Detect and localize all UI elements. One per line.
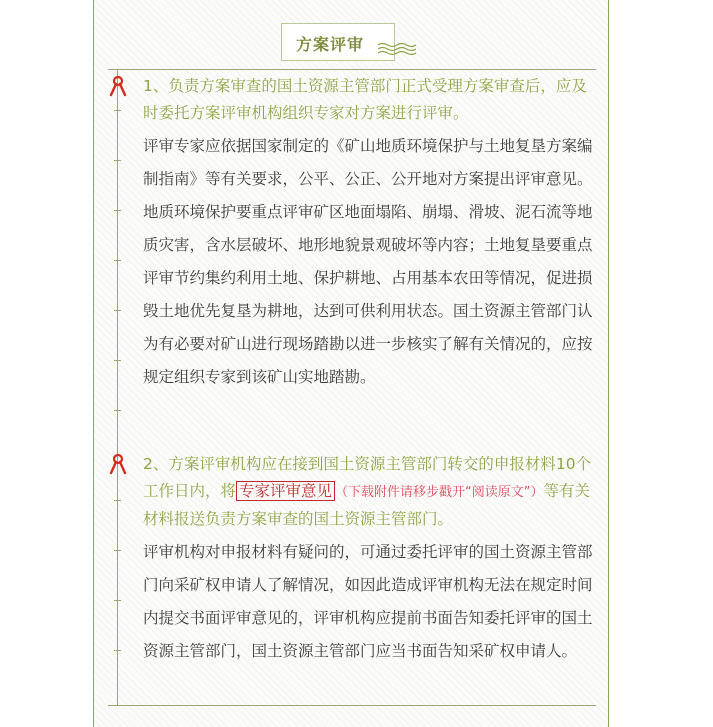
ribbon-icon (109, 75, 127, 97)
ribbon-icon (109, 453, 127, 475)
timeline-tick (114, 210, 121, 211)
timeline-tick (114, 260, 121, 261)
timeline-tick (114, 310, 121, 311)
timeline-line (117, 70, 118, 705)
timeline-tick (114, 650, 121, 651)
expert-review-link[interactable]: 专家评审意见 (236, 481, 335, 501)
item-1-body: 评审专家应依据国家制定的《矿山地质环境保护与土地复垦方案编制指南》等有关要求，公平、公正、公开地对方案提出评审意见。地质环境保护要重点评审矿区地面塌陷、崩塌、滑坡、泥石流等地质灾害，含水层破坏、地形地貌景观破坏等内容；土地复垦要重点评审节约集约利用土地、保护耕地、占用基本农田等情况，促进损毁土地优先复垦为耕地，达到可供利用状态。国土资源主管部门认为有必要对矿山进行现场踏勘以进一步核实了解有关情况的，应按规定组织专家到该矿山实地踏勘。 (143, 137, 593, 386)
timeline-tick (114, 600, 121, 601)
timeline-tick (114, 550, 121, 551)
timeline-tick (114, 110, 121, 111)
item-2-heading-rest: 等有关材料报送负责方案审查的国土资源主管部门。 (143, 482, 591, 528)
section-title: 方案评审 (296, 35, 365, 54)
section-title-box (281, 23, 395, 61)
bottom-divider (108, 705, 596, 706)
timeline-tick (114, 410, 121, 411)
timeline-tick (114, 160, 121, 161)
item-1-heading: 1、负责方案审查的国土资源主管部门正式受理方案审查后，应及时委托方案评审机构组织专家对方案进行评审。 (143, 77, 587, 122)
top-divider (108, 69, 596, 70)
item-2-heading (143, 451, 595, 533)
timeline-tick (114, 360, 121, 361)
item-2-heading-text: 2、方案评审机构应在接到国土资源主管部门转交的申报材料10个工作日内，将 (143, 455, 592, 500)
timeline-tick (114, 500, 121, 501)
download-note: （下载附件请移步戳开“阅读原文”） (335, 485, 544, 500)
wave-decoration-icon (378, 42, 416, 56)
item-2-body: 评审机构对申报材料有疑问的，可通过委托评审的国土资源主管部门向采矿权申请人了解情况，如因此造成评审机构无法在规定时间内提交书面评审意见的，评审机构应提前书面告知委托评审的国土资源主管部门，国土资源主管部门应当书面告知采矿权申请人。 (143, 543, 593, 660)
